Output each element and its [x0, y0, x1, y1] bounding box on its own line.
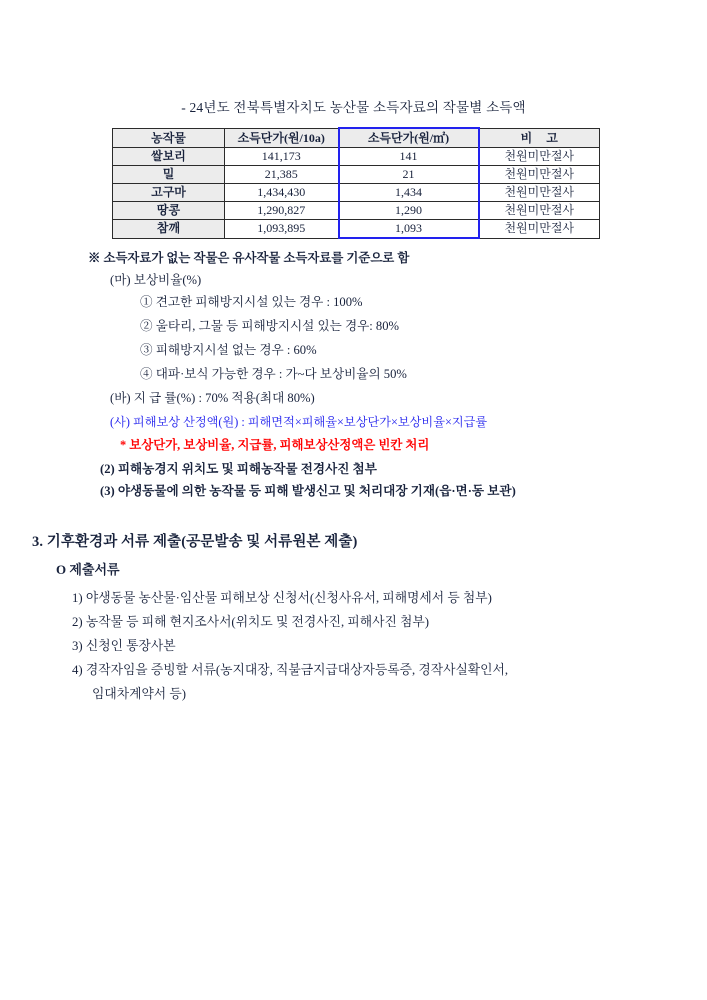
cell-crop: 고구마: [113, 184, 225, 202]
ratio-item-4: ④ 대파·보식 가능한 경우 : 가~다 보상비율의 50%: [140, 367, 407, 381]
attachment-item-2: (2) 피해농경지 위치도 및 피해농작물 전경사진 첨부: [100, 462, 377, 476]
cell-per-m2: 141: [339, 148, 479, 166]
cell-per-m2: 21: [339, 166, 479, 184]
cell-crop: 쌀보리: [113, 148, 225, 166]
cell-note: 천원미만절사: [479, 202, 600, 220]
column-header-income-per-m2: 소득단가(원/㎡): [339, 128, 479, 148]
cell-per-m2: 1,093: [339, 220, 479, 239]
column-header-crop: 농작물: [113, 128, 225, 148]
cell-per-10a: 141,173: [225, 148, 339, 166]
note-header-left: 비: [520, 130, 533, 145]
blank-fields-warning: * 보상단가, 보상비율, 지급률, 피해보상산정액은 빈칸 처리: [120, 438, 430, 452]
table-row: [113, 148, 600, 166]
cell-per-10a: 21,385: [225, 166, 339, 184]
cell-per-m2: 1,290: [339, 202, 479, 220]
cell-note: 천원미만절사: [479, 184, 600, 202]
submission-document-1: 1) 야생동물 농산물·임산물 피해보상 신청서(신청사유서, 피해명세서 등 첨부): [72, 591, 492, 605]
submission-document-4-line2: 임대차계약서 등): [92, 687, 186, 701]
page-title: - 24년도 전북특별자치도 농산물 소득자료의 작물별 소득액: [181, 100, 526, 115]
cell-crop: 밀: [113, 166, 225, 184]
compensation-ratio-heading: (마) 보상비율(%): [110, 273, 202, 287]
cell-crop: 땅콩: [113, 202, 225, 220]
cell-per-10a: 1,434,430: [225, 184, 339, 202]
column-header-income-per-10a: 소득단가(원/10a): [225, 128, 339, 148]
table-header-row: [113, 128, 600, 148]
submission-documents-bullet: O 제출서류: [56, 562, 120, 577]
similar-crop-note: ※ 소득자료가 없는 작물은 유사작물 소득자료를 기준으로 함: [88, 251, 410, 265]
table-row: [113, 184, 600, 202]
crop-income-table: [112, 127, 600, 239]
cell-note: 천원미만절사: [479, 166, 600, 184]
submission-document-3: 3) 신청인 통장사본: [72, 639, 176, 653]
cell-per-10a: 1,093,895: [225, 220, 339, 239]
column-header-note: [479, 128, 600, 148]
payment-rate-line: (바) 지 급 률(%) : 70% 적용(최대 80%): [110, 391, 315, 405]
cell-note: 천원미만절사: [479, 220, 600, 239]
table-row: [113, 166, 600, 184]
cell-per-m2: 1,434: [339, 184, 479, 202]
cell-per-10a: 1,290,827: [225, 202, 339, 220]
cell-note: 천원미만절사: [479, 148, 600, 166]
compensation-formula-line: (사) 피해보상 산정액(원) : 피해면적×피해율×보상단가×보상비율×지급률: [110, 415, 488, 429]
ratio-item-2: ② 울타리, 그물 등 피해방지시설 있는 경우: 80%: [140, 319, 400, 333]
ratio-item-3: ③ 피해방지시설 없는 경우 : 60%: [140, 343, 317, 357]
submission-document-2: 2) 농작물 등 피해 현지조사서(위치도 및 전경사진, 피해사진 첨부): [72, 615, 430, 629]
table-row: [113, 220, 600, 239]
attachment-item-3: (3) 야생동물에 의한 농작물 등 피해 발생신고 및 처리대장 기재(읍·면·동 보관): [100, 484, 516, 498]
cell-crop: 참깨: [113, 220, 225, 239]
section-3-heading: 3. 기후환경과 서류 제출(공문발송 및 서류원본 제출): [32, 534, 358, 550]
submission-document-4-line1: 4) 경작자임을 증빙할 서류(농지대장, 직불금지급대상자등록증, 경작사실확인서,: [72, 663, 509, 677]
note-header-right: 고: [546, 130, 558, 145]
table-row: [113, 202, 600, 220]
ratio-item-1: ① 견고한 피해방지시설 있는 경우 : 100%: [140, 295, 363, 309]
